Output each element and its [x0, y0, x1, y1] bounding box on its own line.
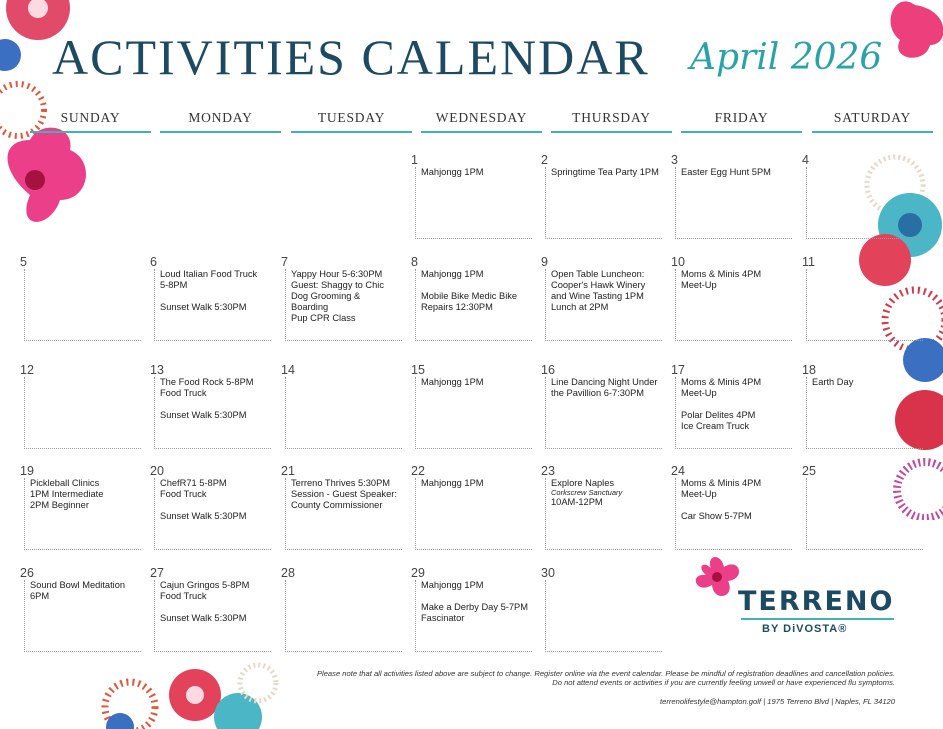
event-line: ChefR71 5-8PM — [160, 478, 227, 488]
weekday-header: THURSDAY — [572, 110, 651, 125]
day-number: 24 — [671, 464, 685, 478]
hibiscus-icon — [690, 553, 742, 601]
day-number: 28 — [281, 566, 295, 580]
day-cell-border — [806, 167, 923, 239]
day-number: 26 — [20, 566, 34, 580]
event[interactable] — [30, 478, 144, 511]
weekday-underline — [291, 131, 412, 133]
event[interactable] — [812, 377, 926, 388]
footer-note-line-2: Do not attend events or activities if you are currently feeling unwell or have experienced flu symptoms. — [552, 678, 895, 687]
calendar-day[interactable] — [150, 363, 275, 453]
day-number: 2 — [541, 153, 548, 167]
event-line: 6PM — [30, 591, 50, 601]
event[interactable] — [681, 478, 795, 500]
calendar-day[interactable] — [671, 255, 796, 345]
calendar-day[interactable] — [281, 255, 406, 345]
day-number: 12 — [20, 363, 34, 377]
month-title: April 2026 — [690, 37, 883, 78]
event-line: Lunch at 2PM — [551, 302, 609, 312]
event-line: Earth Day — [812, 377, 854, 387]
weekday-header: FRIDAY — [714, 110, 769, 125]
event-line: County Commissioner — [291, 500, 383, 510]
calendar-day[interactable] — [671, 153, 796, 243]
day-events — [291, 478, 405, 511]
day-number: 29 — [411, 566, 425, 580]
event-line: Boarding — [291, 302, 329, 312]
weekday-header: SATURDAY — [833, 110, 912, 125]
day-events — [291, 269, 405, 324]
event-line: Mahjongg 1PM — [421, 269, 484, 279]
day-cell-border — [285, 377, 402, 449]
footer-note-line-1: Please note that all activities listed above are subject to change. Register online via the event calendar. Please be mindful of registration deadlines and cancellation policies. — [316, 669, 895, 678]
weekday-underline — [30, 131, 151, 133]
event-line: Mahjongg 1PM — [421, 167, 484, 177]
day-events — [160, 377, 274, 421]
weekday-underline — [681, 131, 802, 133]
day-events — [160, 580, 274, 624]
day-number: 15 — [411, 363, 425, 377]
event-location: Corkscrew Sanctuary — [551, 488, 623, 497]
event[interactable] — [551, 377, 665, 399]
event-line: Cooper's Hawk Winery — [551, 280, 646, 290]
day-number: 21 — [281, 464, 295, 478]
day-number: 19 — [20, 464, 34, 478]
event-line: Terreno Thrives 5:30PM — [291, 478, 391, 488]
event-line: Dog Grooming & — [291, 291, 361, 301]
event[interactable] — [160, 511, 274, 522]
event-line: Food Truck — [160, 591, 207, 601]
event-line: Mahjongg 1PM — [421, 377, 484, 387]
event[interactable] — [421, 167, 535, 178]
event-line: Mahjongg 1PM — [421, 580, 484, 590]
event-line: and Wine Tasting 1PM — [551, 291, 644, 301]
calendar-day[interactable] — [281, 566, 406, 656]
event-line: Line Dancing Night Under — [551, 377, 658, 387]
event[interactable] — [291, 269, 405, 324]
logo-subtitle: BY DiVOSTA® — [762, 623, 848, 635]
calendar-day[interactable] — [671, 363, 796, 453]
day-number: 11 — [802, 255, 815, 269]
event[interactable] — [160, 613, 274, 624]
calendar-day[interactable] — [281, 464, 406, 554]
day-events — [551, 478, 665, 508]
day-events — [812, 377, 926, 388]
event-line: the Pavillion 6-7:30PM — [551, 388, 645, 398]
event-line: Moms & Minis 4PM — [681, 269, 762, 279]
footer-note — [317, 669, 895, 687]
event[interactable] — [421, 291, 535, 313]
event-line: Mobile Bike Medic Bike — [421, 291, 518, 301]
event-line: Pup CPR Class — [291, 313, 356, 323]
event[interactable] — [160, 580, 274, 602]
event-line: Make a Derby Day 5-7PM — [421, 602, 528, 612]
event-line: Loud Italian Food Truck — [160, 269, 258, 279]
weekday-header: TUESDAY — [317, 110, 386, 125]
day-events — [160, 269, 274, 313]
calendar-day[interactable] — [411, 153, 536, 243]
calendar-day[interactable] — [150, 464, 275, 554]
day-events — [30, 580, 144, 602]
event-line: Mahjongg 1PM — [421, 478, 484, 488]
event-line: Sunset Walk 5:30PM — [160, 511, 247, 521]
calendar-day[interactable] — [20, 566, 145, 656]
event[interactable] — [421, 478, 535, 489]
event-line: Food Truck — [160, 489, 207, 499]
day-number: 10 — [671, 255, 685, 269]
calendar-day[interactable] — [411, 363, 536, 453]
day-events — [160, 478, 274, 522]
calendar-day[interactable] — [20, 255, 145, 345]
calendar-day[interactable] — [20, 464, 145, 554]
day-events — [551, 377, 665, 399]
day-number: 25 — [802, 464, 816, 478]
day-number: 27 — [150, 566, 164, 580]
event-line: Guest: Shaggy to Chic — [291, 280, 385, 290]
event[interactable] — [421, 269, 535, 280]
event-line: Meet-Up — [681, 388, 717, 398]
day-number: 4 — [802, 153, 809, 167]
calendar-day[interactable] — [411, 255, 536, 345]
calendar-day[interactable] — [150, 566, 275, 656]
weekday-underline — [551, 131, 672, 133]
calendar-day[interactable] — [20, 363, 145, 453]
event-line: Sunset Walk 5:30PM — [160, 302, 247, 312]
day-number: 6 — [150, 255, 157, 269]
day-cell-border — [24, 377, 141, 449]
floral-decoration-bottom — [90, 655, 290, 729]
calendar-day[interactable] — [411, 464, 536, 554]
event-line: Fascinator — [421, 613, 465, 623]
weekday-underline — [812, 131, 933, 133]
day-number: 16 — [541, 363, 555, 377]
calendar-day[interactable] — [541, 153, 666, 243]
weekday-header: SUNDAY — [60, 110, 121, 125]
event-line: 1PM Intermediate — [30, 489, 104, 499]
weekday-underline — [421, 131, 542, 133]
day-number: 9 — [541, 255, 548, 269]
footer-contact: terrenolifestyle@hampton.golf | 1975 Terreno Blvd | Naples, FL 34120 — [660, 697, 895, 706]
weekday-header: MONDAY — [188, 110, 253, 125]
weekday-underline — [160, 131, 281, 133]
day-events — [30, 478, 144, 511]
calendar-day[interactable] — [541, 566, 666, 656]
day-events — [551, 167, 665, 178]
event-line: Polar Delites 4PM — [681, 410, 756, 420]
day-number: 22 — [411, 464, 425, 478]
event-line: Car Show 5-7PM — [681, 511, 752, 521]
calendar-day[interactable] — [411, 566, 536, 656]
calendar-day[interactable] — [802, 464, 927, 554]
day-events — [421, 167, 535, 178]
event-line: 5-8PM — [160, 280, 188, 290]
day-events — [681, 478, 795, 522]
event[interactable] — [160, 269, 274, 291]
event-line: 2PM Beginner — [30, 500, 89, 510]
event-line: Meet-Up — [681, 489, 717, 499]
event[interactable] — [551, 269, 665, 313]
event[interactable] — [681, 269, 795, 291]
calendar-day[interactable] — [150, 255, 275, 345]
event[interactable] — [160, 377, 274, 399]
calendar-day[interactable] — [541, 255, 666, 345]
event-line: Yappy Hour 5-6:30PM — [291, 269, 383, 279]
event[interactable] — [681, 511, 795, 522]
event[interactable] — [291, 478, 405, 511]
logo-rule — [741, 618, 894, 620]
calendar-day[interactable] — [802, 255, 927, 345]
day-events — [681, 377, 795, 432]
event[interactable] — [681, 377, 795, 399]
event[interactable] — [160, 410, 274, 421]
event[interactable] — [421, 377, 535, 388]
day-number: 5 — [20, 255, 27, 269]
day-number: 13 — [150, 363, 164, 377]
event-time: 10AM-12PM — [551, 497, 603, 507]
event-line: Springtime Tea Party 1PM — [551, 167, 659, 177]
calendar-day[interactable] — [281, 363, 406, 453]
calendar-day[interactable] — [541, 363, 666, 453]
event[interactable] — [421, 602, 535, 624]
day-cell-border — [806, 269, 923, 341]
event-line: Moms & Minis 4PM — [681, 478, 762, 488]
event-line: Moms & Minis 4PM — [681, 377, 762, 387]
event[interactable] — [421, 580, 535, 591]
day-events — [421, 269, 535, 313]
day-events — [551, 269, 665, 313]
day-events — [681, 167, 795, 178]
event-line: Sunset Walk 5:30PM — [160, 613, 247, 623]
event[interactable] — [160, 302, 274, 313]
day-events — [681, 269, 795, 291]
event-line: Food Truck — [160, 388, 207, 398]
day-number: 14 — [281, 363, 295, 377]
day-number: 30 — [541, 566, 555, 580]
day-number: 23 — [541, 464, 555, 478]
calendar-day[interactable] — [671, 464, 796, 554]
event-line: The Food Rock 5-8PM — [160, 377, 254, 387]
event-line: Session - Guest Speaker: — [291, 489, 397, 499]
event-line: Sound Bowl Meditation — [30, 580, 126, 590]
weekday-header: WEDNESDAY — [435, 110, 528, 125]
calendar-day[interactable] — [802, 153, 927, 243]
day-number: 7 — [281, 255, 288, 269]
day-cell-border — [285, 580, 402, 652]
calendar-day[interactable] — [541, 464, 666, 554]
day-cell-border — [545, 580, 662, 652]
event[interactable] — [551, 167, 665, 178]
event-line: Sunset Walk 5:30PM — [160, 410, 247, 420]
day-number: 1 — [411, 153, 418, 167]
day-cell-border — [24, 269, 141, 341]
event-line: Easter Egg Hunt 5PM — [681, 167, 771, 177]
event[interactable] — [160, 478, 274, 500]
event-line: Meet-Up — [681, 280, 717, 290]
event-line: Cajun Gringos 5-8PM — [160, 580, 250, 590]
event-line: Pickleball Clinics — [30, 478, 100, 488]
day-events — [421, 377, 535, 388]
calendar-day[interactable] — [802, 363, 927, 453]
day-number: 18 — [802, 363, 816, 377]
day-events — [421, 580, 535, 624]
day-number: 17 — [671, 363, 685, 377]
event-line: Explore Naples — [551, 478, 615, 488]
day-number: 8 — [411, 255, 418, 269]
day-number: 3 — [671, 153, 678, 167]
page-title: ACTIVITIES CALENDAR — [52, 29, 650, 85]
event[interactable] — [30, 580, 144, 602]
terreno-logo: TERRENO — [738, 586, 895, 617]
day-events — [421, 478, 535, 489]
day-number: 20 — [150, 464, 164, 478]
event-line: Repairs 12:30PM — [421, 302, 493, 312]
day-cell-border — [806, 478, 923, 550]
event-line: Ice Cream Truck — [681, 421, 750, 431]
event[interactable] — [681, 410, 795, 432]
event[interactable] — [681, 167, 795, 178]
event-line: Open Table Luncheon: — [551, 269, 645, 279]
